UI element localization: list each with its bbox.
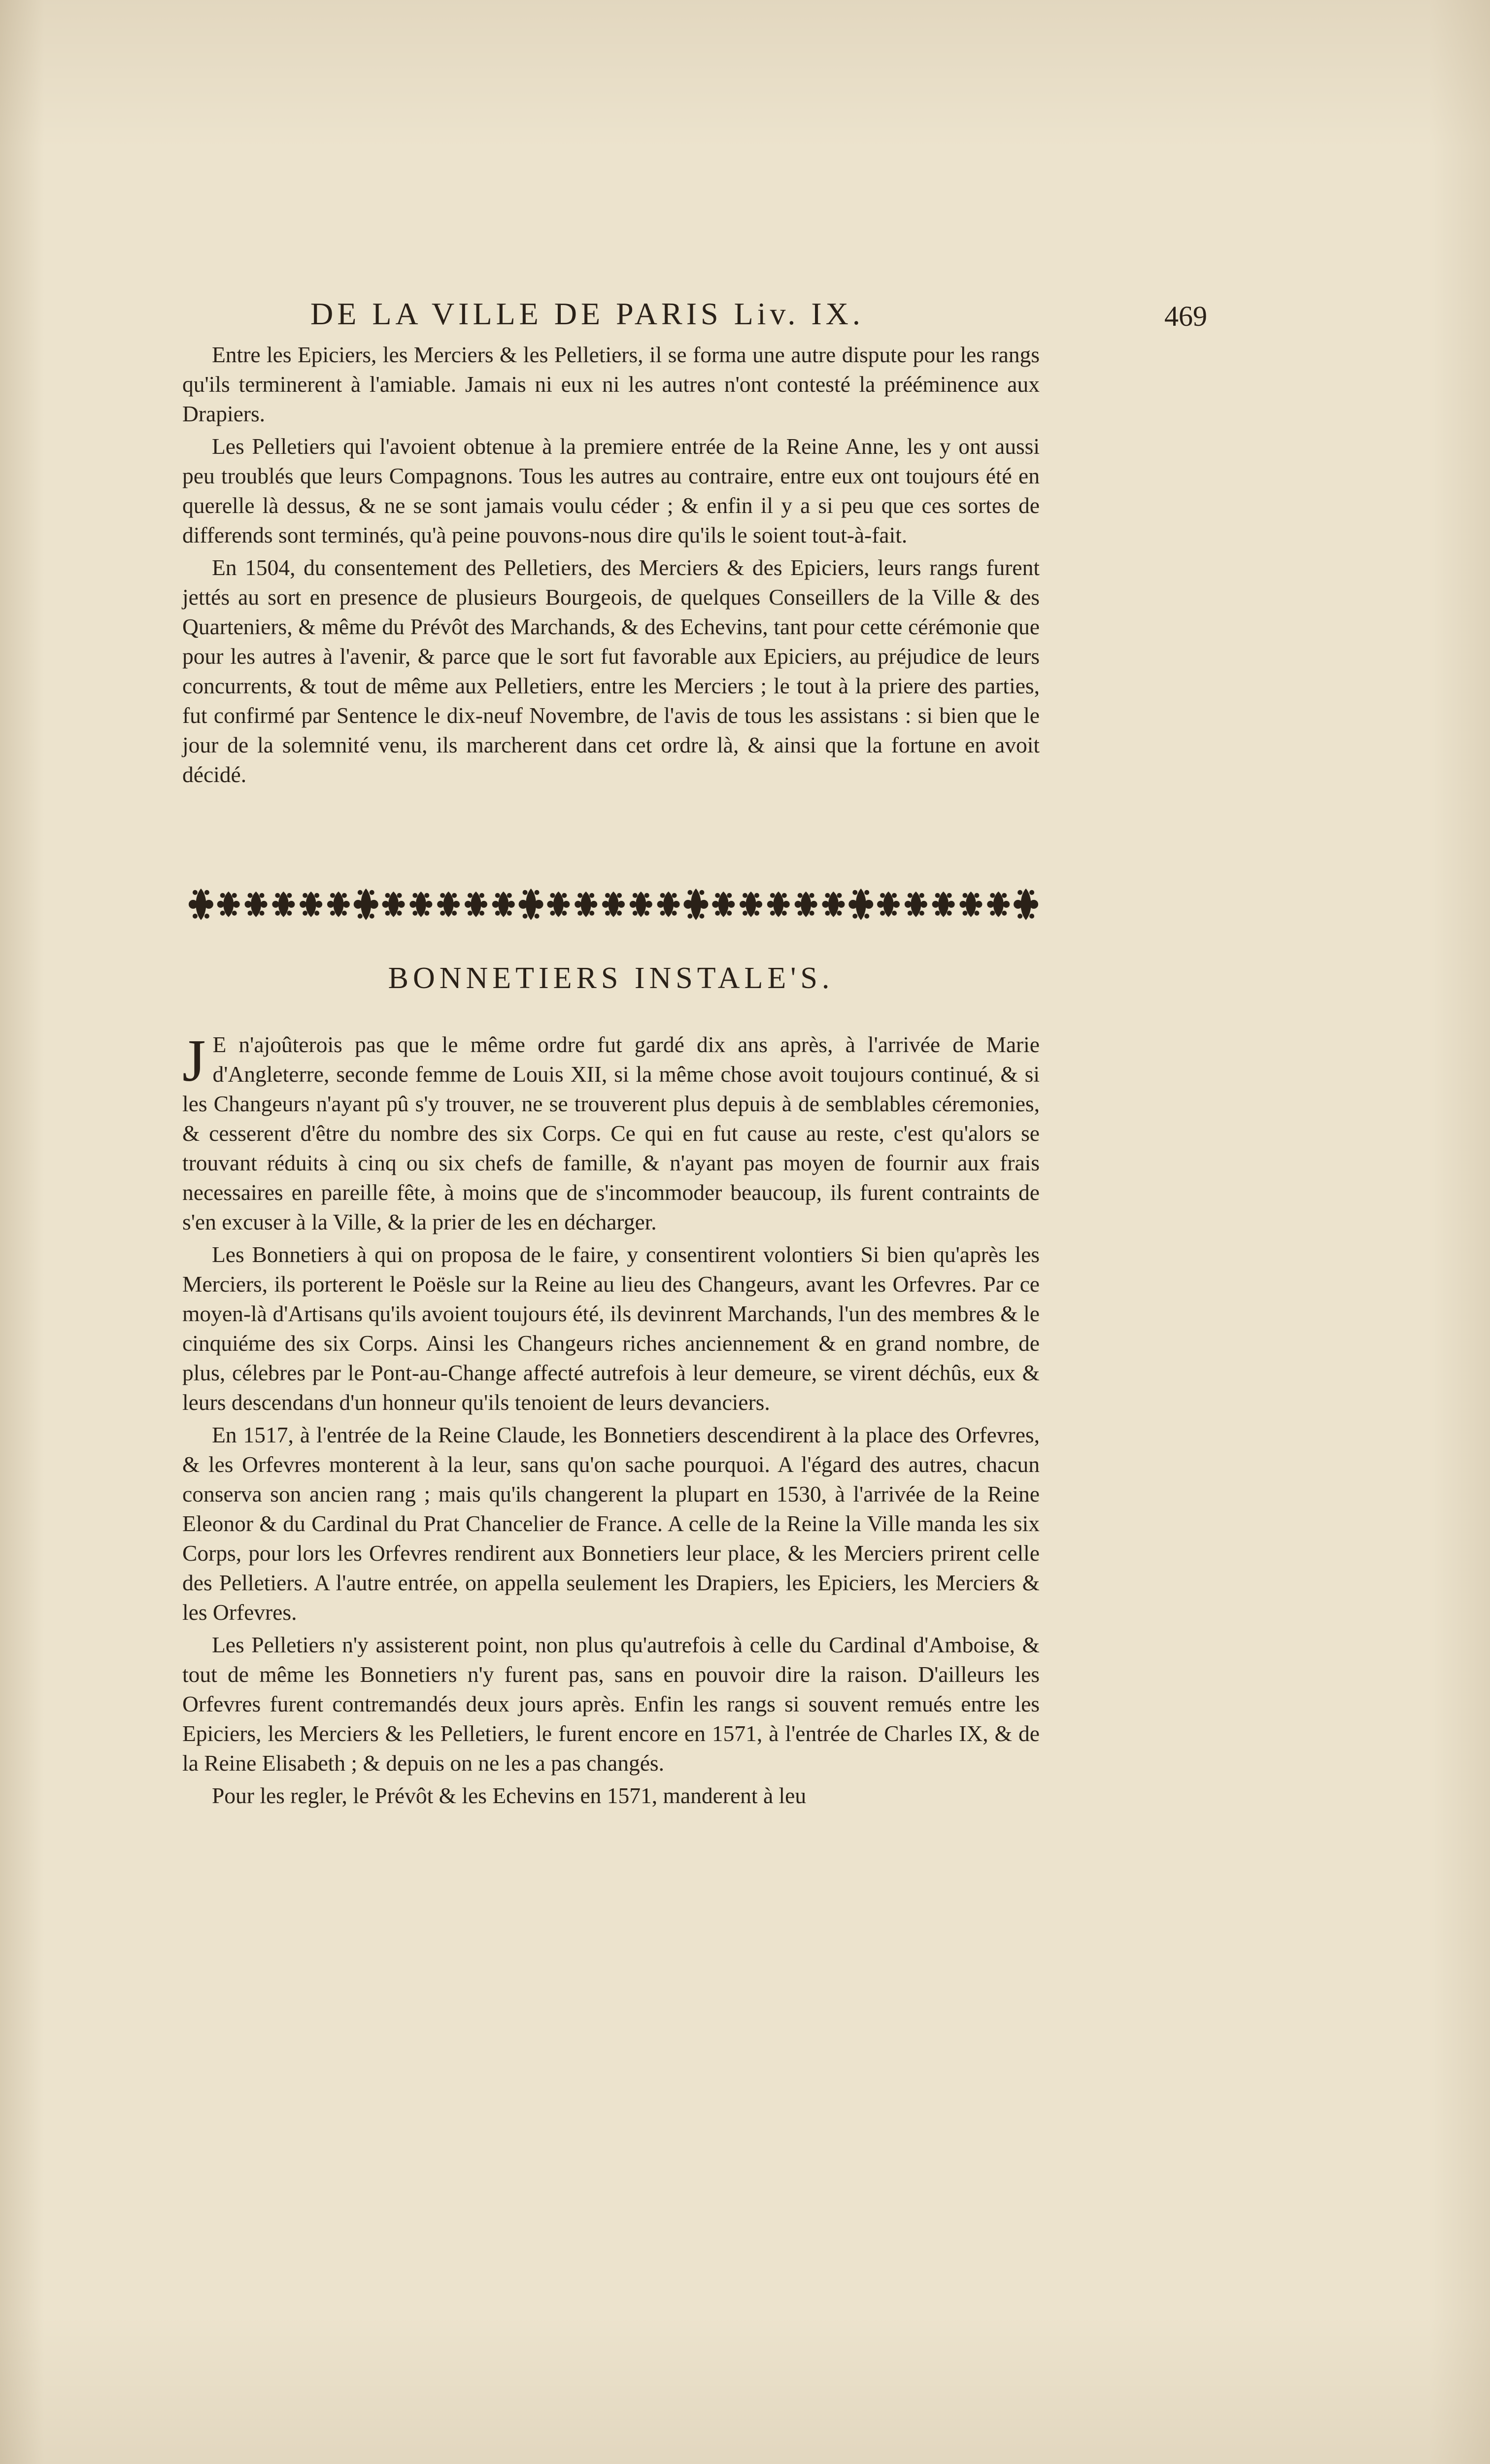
fleuron <box>683 889 708 920</box>
first-paragraph-text: E n'ajoûterois pas que le même ordre fut gardé dix ans après, à l'arrivée de Marie d'Angleterre, seconde femme de Louis XII, si la même chose avoit toujours continué, & si les Changeurs n'ayant pû s'y trouver, ne se trouverent plus depuis à de semblables céremonies, & cesserent d'être du nombre des six Corps. Ce qui en fut cause au reste, c'est qu'alors se trouvant réduits à cinq ou six chefs de famille, & n'ayant pas moyen de fournir aux frais necessaires en pareille fête, à moins que de s'incommoder beaucoup, ils furent contraints de s'en excuser à la Ville, & la prier de les en décharger. <box>182 1032 1040 1234</box>
paragraph: Les Pelletiers qui l'avoient obtenue à la premiere entrée de la Reine Anne, les y ont aussi peu troublés que leurs Compagnons. Tous les autres au contraire, entre eux ont toujours été en querelle là dessus, & ne se sont jamais voulu céder ; & enfin il y a si peu que ces sortes de differends sont terminés, qu'à peine pouvons-nous dire qu'ils le soient tout-à-fait. <box>182 434 1040 548</box>
paragraph: En 1504, du consentement des Pelletiers, des Merciers & des Epiciers, leurs rangs furent jettés au sort en presence de plusieurs Bourgeois, de quelques Conseillers de la Ville & des Quarteniers, & même du Prévôt des Marchands, & des Echevins, tant pour cette cérémonie que pour les autres à l'avenir, & parce que le sort fut favorable aux Epiciers, au préjudice de leurs concurrents, & tout de même aux Pelletiers, entre les Merciers ; le tout à la priere des parties, fut confirmé par Sentence le dix-neuf Novembre, de l'avis de tous les assistans : si bien que le jour de la solemnité venu, ils marcherent dans cet ordre là, & ainsi que la fortune en avoit décidé. <box>182 555 1040 787</box>
fleuron <box>1014 889 1038 920</box>
paragraph: Les Pelletiers n'y assisterent point, non plus qu'autrefois à celle du Cardinal d'Amboise, & tout de même les Bonnetiers n'y furent pas, sans en pouvoir dire la raison. D'ailleurs les Orfevres furent contremandés deux jours après. Enfin les rangs si souvent remués entre les Epiciers, les Merciers & les Pelletiers, le furent encore en 1571, à l'entrée de Charles IX, & de la Reine Elisabeth ; & depuis on ne les a pas changés. <box>182 1632 1040 1776</box>
running-head <box>310 296 1207 340</box>
fleuron <box>354 889 378 920</box>
paragraph: Pour les regler, le Prévôt & les Echevins en 1571, manderent à leu <box>212 1783 807 1808</box>
fleuron <box>519 889 543 920</box>
page-number: 469 <box>1164 300 1207 332</box>
fleuron <box>712 891 735 917</box>
fleuron <box>822 891 845 917</box>
fleuron <box>602 891 625 917</box>
top-text-block <box>182 340 1040 792</box>
drop-cap: J <box>182 1027 206 1094</box>
fleuron <box>245 891 268 917</box>
fleuron <box>848 889 873 920</box>
fleuron <box>987 891 1010 917</box>
fleuron <box>547 891 570 917</box>
fleuron <box>575 891 597 917</box>
fleuron <box>905 891 927 917</box>
fleuron <box>932 891 955 917</box>
fleuron <box>877 891 900 917</box>
fleuron <box>630 891 652 917</box>
fleuron <box>409 891 432 917</box>
paragraph: En 1517, à l'entrée de la Reine Claude, les Bonnetiers descendirent à la place des Orfevres, & les Orfevres monterent à la leur, sans qu'on sache pourquoi. A l'égard des autres, chacun conserva son ancien rang ; mais qu'ils changerent la plupart en 1530, à l'arrivée de la Reine Eleonor & du Cardinal du Prat Chancelier de France. A celle de la Reine la Ville manda les six Corps, pour lors les Orfevres rendirent aux Bonnetiers leur place, & les Merciers prirent celle des Pelletiers. A l'autre entrée, on appella seulement les Drapiers, les Epiciers, les Merciers & les Orfevres. <box>182 1422 1040 1625</box>
running-head-title: DE LA VILLE DE PARIS Liv. IX. <box>310 296 864 331</box>
fleuron <box>465 891 487 917</box>
fleuron <box>189 889 213 920</box>
fleuron <box>959 891 982 917</box>
fleuron <box>217 891 240 917</box>
paragraph: Les Bonnetiers à qui on proposa de le faire, y consentirent volontiers Si bien qu'après les Merciers, ils porterent le Poësle sur la Reine au lieu des Changeurs, avant les Orfevres. Par ce moyen-là d'Artisans qu'ils avoient toujours été, ils devinrent Marchands, l'un des membres & le cinquiéme des six Corps. Ainsi les Changeurs riches anciennement & en grand nombre, de plus, célebres par le Pont-au-Change affecté autrefois à leur demeure, se virent déchûs, eux & leurs descendans d'un honneur qu'ils tenoient de leurs devanciers. <box>182 1242 1040 1415</box>
fleuron <box>767 891 790 917</box>
fleuron-band <box>187 882 1040 926</box>
body-text-block <box>182 1027 1040 1814</box>
paragraph: Entre les Epiciers, les Merciers & les Pelletiers, il se forma une autre dispute pour les rangs qu'ils terminerent à l'amiable. Jamais ni eux ni les autres n'ont contesté la prééminence aux Drapiers. <box>182 342 1040 426</box>
fleuron <box>795 891 817 917</box>
fleuron <box>492 891 515 917</box>
first-paragraph <box>182 1027 1040 1237</box>
fleuron <box>272 891 295 917</box>
fleuron <box>382 891 405 917</box>
fleuron <box>300 891 322 917</box>
fleuron <box>437 891 460 917</box>
fleuron <box>327 891 350 917</box>
section-title: BONNETIERS INSTALE'S. <box>388 961 834 995</box>
fleuron <box>657 891 680 917</box>
fleuron <box>740 891 762 917</box>
